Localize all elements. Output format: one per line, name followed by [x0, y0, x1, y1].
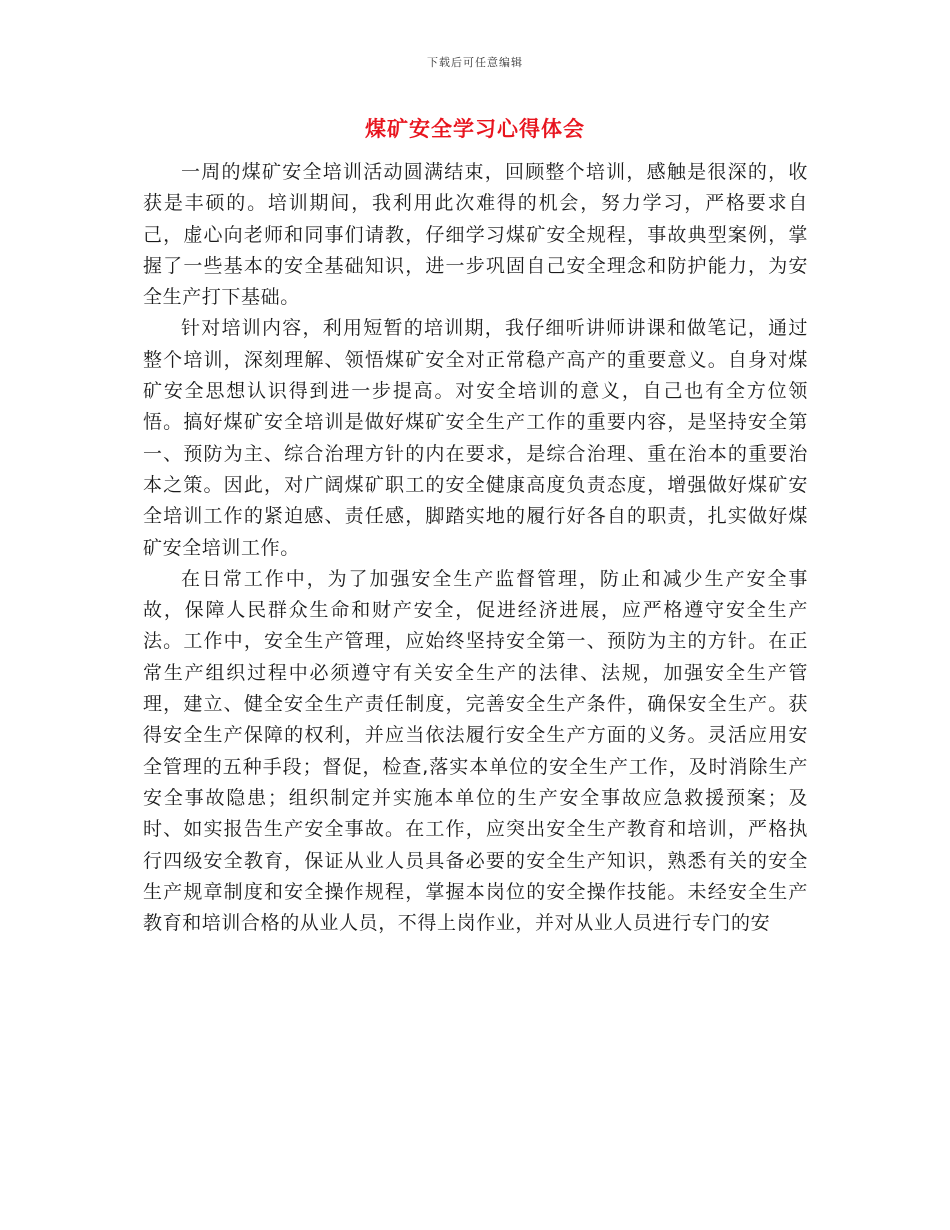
document-body	[143, 157, 808, 939]
paragraph: 一周的煤矿安全培训活动圆满结束，回顾整个培训，感触是很深的，收获是丰硕的。培训期间，我利用此次难得的机会，努力学习，严格要求自己，虚心向老师和同事们请教，仔细学习煤矿安全规程，事故典型案例，掌握了一些基本的安全基础知识，进一步巩固自己安全理念和防护能力，为安全生产打下基础。	[143, 161, 808, 309]
paragraph: 在日常工作中，为了加强安全生产监督管理，防止和减少生产安全事故，保障人民群众生命和财产安全，促进经济进展，应严格遵守安全生产法。工作中，安全生产管理，应始终坚持安全第一、预防为主的方针。在正常生产组织过程中必须遵守有关安全生产的法律、法规，加强安全生产管理，建立、健全安全生产责任制度，完善安全生产条件，确保安全生产。获得安全生产保障的权利，并应当依法履行安全生产方面的义务。灵活应用安全管理的五种手段；督促，检查,落实本单位的安全生产工作，及时消除生产安全事故隐患；组织制定并实施本单位的生产安全事故应急救援预案；及时、如实报告生产安全事故。在工作，应突出安全生产教育和培训，严格执行四级安全教育，保证从业人员具备必要的安全生产知识，熟悉有关的安全生产规章制度和安全操作规程，掌握本岗位的安全操作技能。未经安全生产教育和培训合格的从业人员，不得上岗作业，并对从业人员进行专门的安	[143, 567, 808, 935]
paragraph: 针对培训内容，利用短暂的培训期，我仔细听讲师讲课和做笔记，通过整个培训，深刻理解、领悟煤矿安全对正常稳产高产的重要意义。自身对煤矿安全思想认识得到进一步提高。对安全培训的意义，自己也有全方位领悟。搞好煤矿安全培训是做好煤矿安全生产工作的重要内容，是坚持安全第一、预防为主、综合治理方针的内在要求，是综合治理、重在治本的重要治本之策。因此，对广阔煤矿职工的安全健康高度负责态度，增强做好煤矿安全培训工作的紧迫感、责任感，脚踏实地的履行好各自的职责，扎实做好煤矿安全培训工作。	[143, 317, 808, 559]
header-note: 下载后可任意编辑	[427, 56, 523, 69]
document-title: 煤矿安全学习心得体会	[365, 116, 585, 141]
